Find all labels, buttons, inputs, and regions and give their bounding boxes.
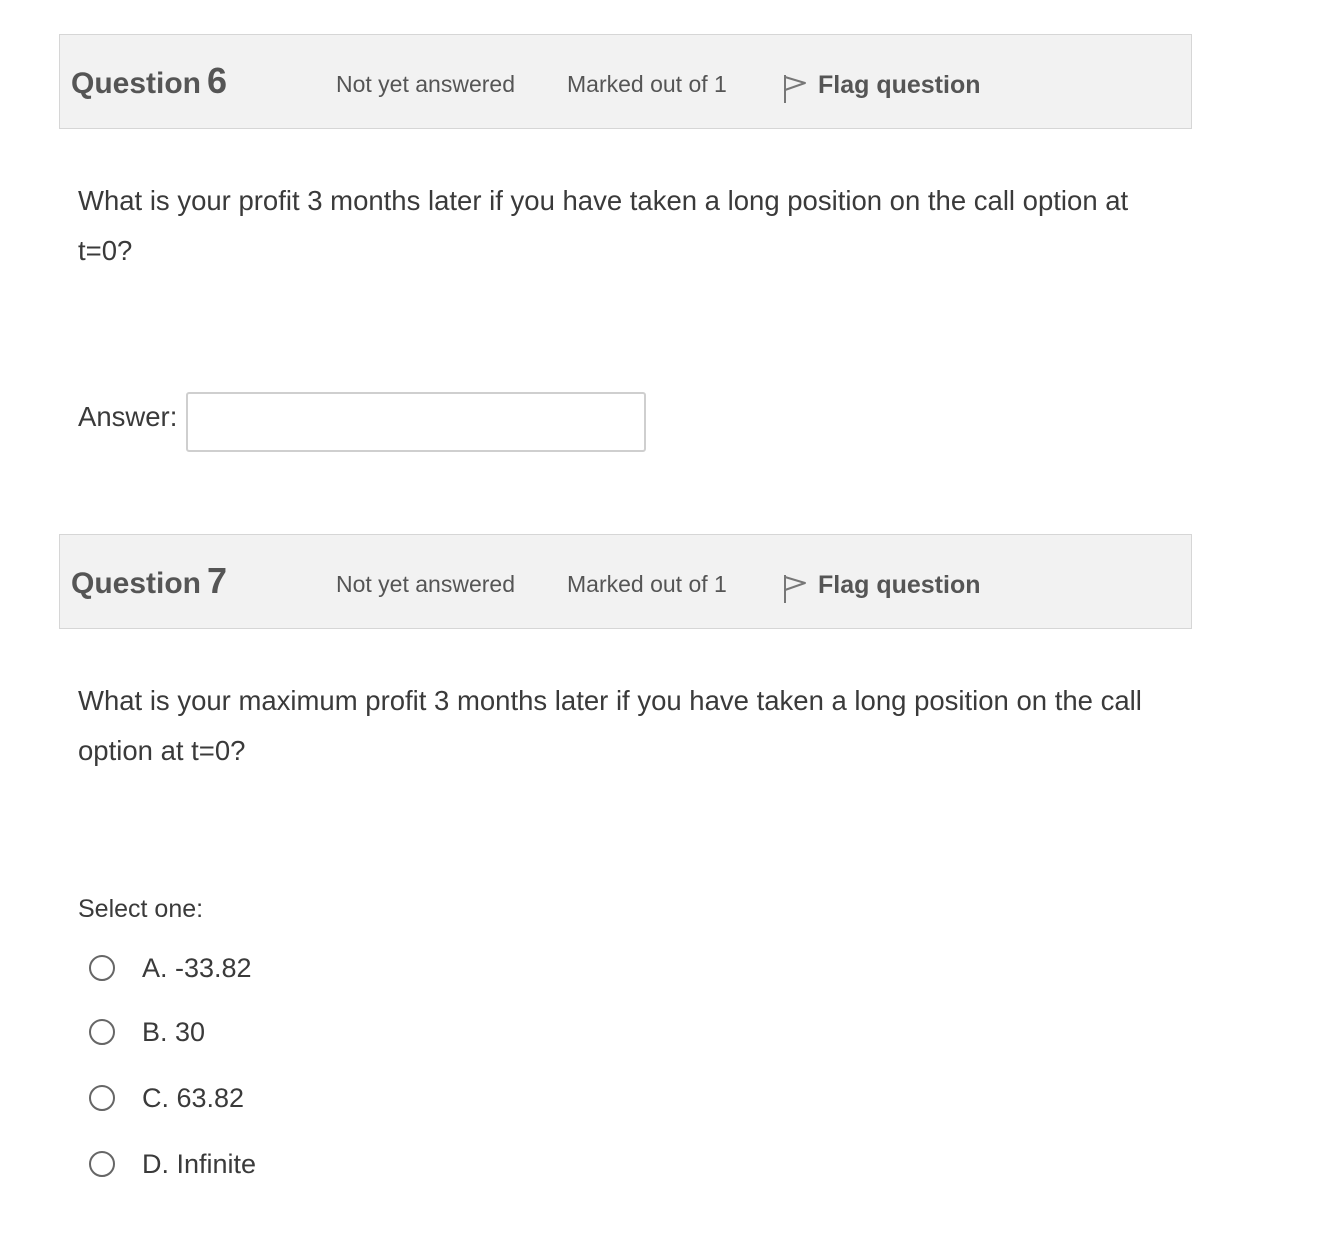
- question-7-select-label: Select one:: [78, 895, 204, 923]
- option-c[interactable]: [89, 1078, 244, 1118]
- question-6-number: 6: [207, 60, 228, 101]
- question-6-title: [71, 61, 227, 104]
- option-a[interactable]: [89, 948, 252, 988]
- option-d-radio[interactable]: [89, 1151, 115, 1177]
- question-7-number: 7: [207, 560, 228, 601]
- question-6-answer-label: Answer:: [78, 401, 178, 432]
- question-7-status: Not yet answered: [336, 571, 515, 597]
- option-a-radio[interactable]: [89, 955, 115, 981]
- flag-icon: [782, 573, 808, 605]
- option-c-radio[interactable]: [89, 1085, 115, 1111]
- question-6-header: [59, 34, 1192, 129]
- option-d-label[interactable]: D. Infinite: [142, 1148, 257, 1179]
- question-7-title: [71, 561, 227, 604]
- question-6-flag-button[interactable]: [782, 65, 981, 105]
- question-6-text: What is your profit 3 months later if you have taken a long position on the call option at t=0?: [78, 185, 1129, 266]
- question-7-text: What is your maximum profit 3 months later if you have taken a long position on the call option at t=0?: [78, 685, 1142, 766]
- option-b-radio[interactable]: [89, 1019, 115, 1045]
- flag-icon: [782, 73, 808, 105]
- question-6-status: Not yet answered: [336, 71, 515, 97]
- question-6-title-prefix: Question: [71, 67, 202, 100]
- question-7-marks: Marked out of 1: [567, 571, 727, 597]
- option-b-label[interactable]: B. 30: [142, 1016, 206, 1047]
- question-7-title-prefix: Question: [71, 567, 202, 600]
- option-b[interactable]: [89, 1012, 205, 1052]
- option-a-label[interactable]: A. -33.82: [142, 952, 252, 983]
- option-d[interactable]: [89, 1144, 256, 1184]
- question-6-marks: Marked out of 1: [567, 71, 727, 97]
- question-7-flag-button[interactable]: [782, 565, 981, 605]
- question-7-flag-label[interactable]: Flag question: [818, 570, 981, 599]
- question-6-flag-label[interactable]: Flag question: [818, 70, 981, 99]
- question-6-answer-input[interactable]: [186, 392, 646, 452]
- option-c-label[interactable]: C. 63.82: [142, 1082, 245, 1113]
- question-7-header: [59, 534, 1192, 629]
